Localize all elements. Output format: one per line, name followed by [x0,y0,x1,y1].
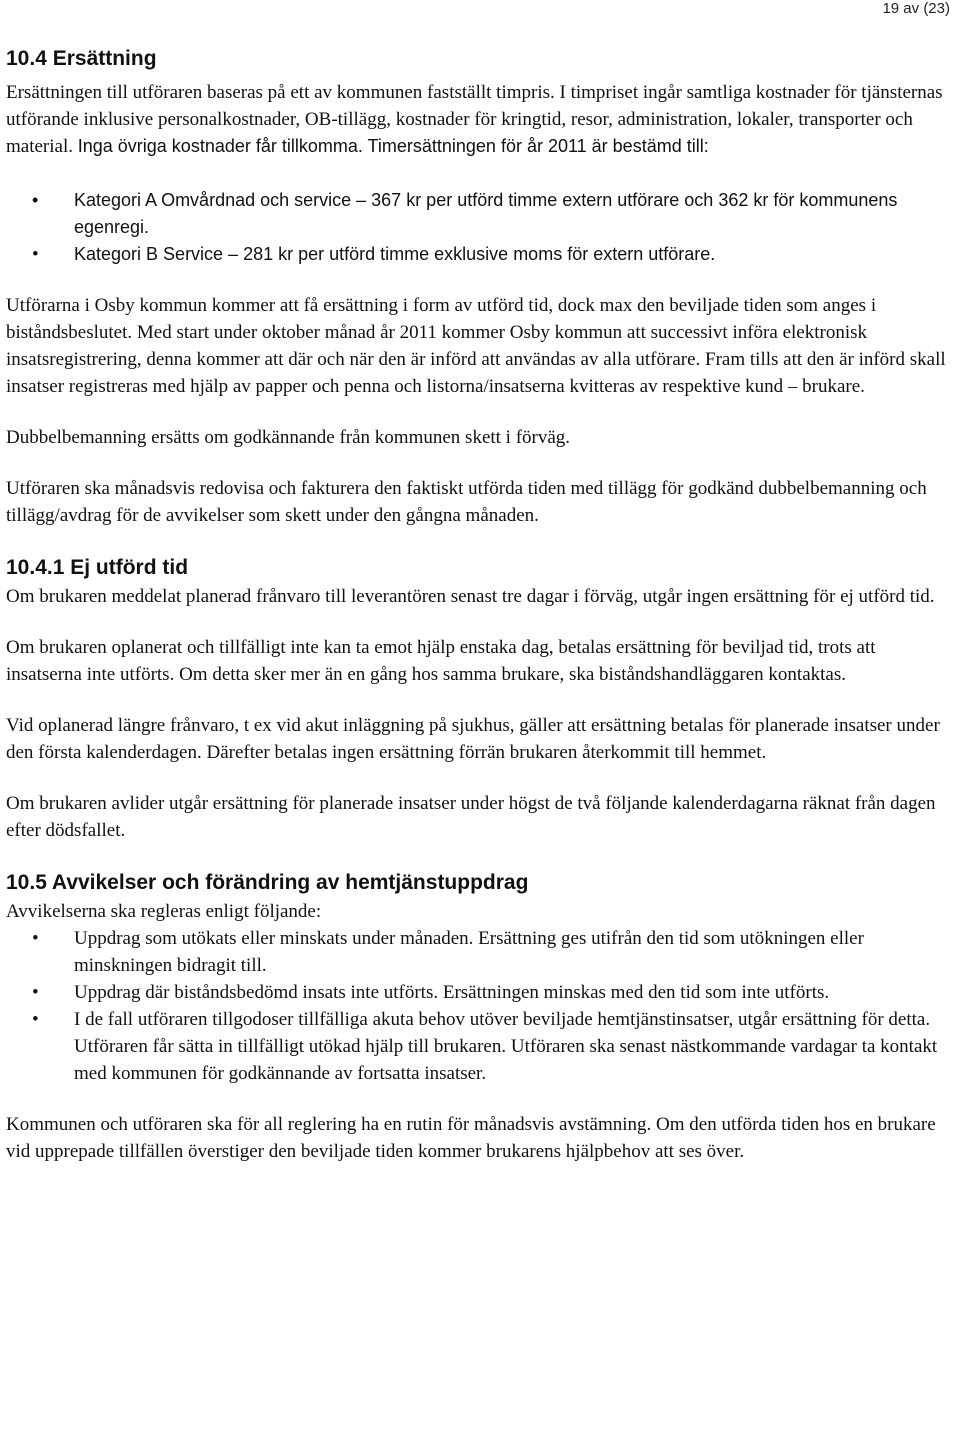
text-span: Fram tills att den är införd skall insatser registreras med hjälp av papper och penna och listorna/insatserna kvitteras av respektive kund – brukare. [6,349,946,397]
deviation-list [6,925,956,1087]
paragraph-langre-franvaro [6,712,956,766]
paragraph-avvikelser-intro: Avvikelserna ska regleras enligt följande: [6,901,322,922]
section-heading-10-4: 10.4 Ersättning [6,47,157,70]
list-item-text: Uppdrag där biståndsbedömd insats inte utförts. Ersättningen minskas med den tid som inte utförts. [74,982,830,1003]
text-span: Om detta sker mer än en gång hos samma brukare, ska biståndshandläggaren kontaktas. [179,664,846,685]
paragraph-avstamning: Kommunen och utföraren ska för all reglering ha en rutin för månadsvis avstämning. Om den utförda tiden hos en brukare vid upprepade tillfällen överstiger den beviljade tiden kommer brukarens hjälpbehov att ses över. [6,1114,936,1162]
text-span: Utförarna i Osby kommun kommer att få ersättning i form av utförd tid, dock max den beviljade tiden som anges i biståndsbeslutet. [6,295,877,343]
list-item [6,187,956,241]
section-heading-10-5: 10.5 Avvikelser och förändring av hemtjänstuppdrag [6,871,529,894]
text-span: Om brukaren oplanerat och tillfälligt inte kan ta emot hjälp enstaka dag, betalas ersättning för beviljad tid, trots att insatserna inte utförts. [6,637,876,685]
list-item [6,979,956,1006]
list-item-text: I de fall utföraren tillgodoser tillfälliga akuta behov utöver beviljade hemtjänstinsatser, utgår ersättning för detta. Utföraren får sätta in tillfälligt utökad hjälp till brukaren. Utföraren ska senast nästkommande vardagar ta kontakt med kommunen för godkännande av fortsatta insatser. [74,1009,938,1084]
text-span: Vid oplanerad längre frånvaro, t ex vid akut inläggning på sjukhus, gäller att ersättning betalas för planerade insatser under den första kalenderdagen. [6,715,940,763]
bullet-icon: • [32,982,39,1003]
bullet-icon: • [32,1009,39,1030]
text-intro-sans: Inga övriga kostnader får tillkomma. Timersättningen för år 2011 är bestämd till: [77,136,709,156]
section-heading-10-4-1: 10.4.1 Ej utförd tid [6,556,189,579]
paragraph-fakturering: Utföraren ska månadsvis redovisa och fakturera den faktiskt utförda tiden med tillägg för godkänd dubbelbemanning och tillägg/avdrag för de avvikelser som skett under den gångna månaden. [6,478,927,526]
list-item-text: Uppdrag som utökats eller minskats under månaden. Ersättning ges utifrån den tid som utökningen eller minskningen bidragit till. [74,928,864,976]
paragraph-ersattning-intro [6,79,956,160]
text-span: Därefter betalas ingen ersättning förrän brukaren återkommit till hemmet. [206,742,767,763]
paragraph-dodsfall: Om brukaren avlider utgår ersättning för planerade insatser under högst de två följande kalenderdagarna räknat från dagen efter dödsfallet. [6,793,936,841]
text-span: Med start under oktober månad år 2011 kommer Osby kommun att successivt införa elektronisk insatsregistrering, denna kommer att där och när den är införd att användas av alla utförare. [6,322,867,370]
paragraph-planerad-franvaro: Om brukaren meddelat planerad frånvaro till leverantören senast tre dagar i förväg, utgår ingen ersättning för ej utförd tid. [6,586,935,607]
paragraph-dubbelbemanning: Dubbelbemanning ersätts om godkännande från kommunen skett i förväg. [6,427,571,448]
list-item [6,925,956,979]
rate-category-list [6,187,956,268]
list-item-text: Kategori B Service – 281 kr per utförd timme exklusive moms för extern utförare. [74,244,716,264]
paragraph-utford-tid [6,292,956,400]
list-item [6,241,956,268]
paragraph-oplanerad-franvaro [6,634,956,688]
list-item-text: Kategori A Omvårdnad och service – 367 kr per utförd timme extern utförare och 362 kr för kommunens egenregi. [74,190,898,237]
bullet-icon: • [32,244,39,265]
page-number: 19 av (23) [882,0,950,17]
text-intro-serif: Ersättningen till utföraren baseras på ett av kommunen fastställt timpris. I timpriset ingår samtliga kostnader för tjänsternas utförande inklusive personalkostnader, OB-tillägg, kostnader för kringtid, resor, administration, lokaler, transporter och material. [6,82,943,157]
document-body [6,44,956,1165]
bullet-icon: • [32,190,39,210]
list-item [6,1006,956,1087]
bullet-icon: • [32,928,39,949]
